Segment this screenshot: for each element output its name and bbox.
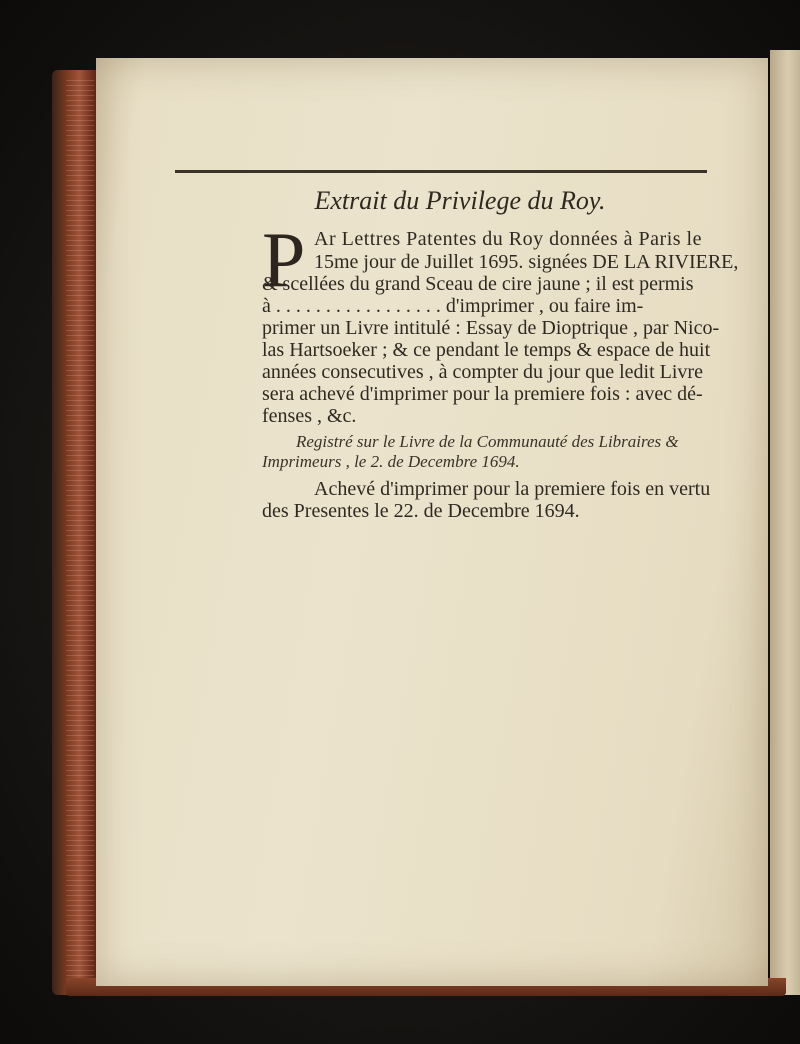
body-line: années consecutives , à compter du jour que ledit Livre xyxy=(262,361,703,383)
facing-page-edge xyxy=(770,50,800,995)
completion-line: des Presentes le 22. de Decembre 1694. xyxy=(262,500,580,522)
body-line: las Hartsoeker ; & ce pendant le temps & espace de huit xyxy=(262,339,711,361)
drop-cap: P xyxy=(262,216,306,303)
body-line: primer un Livre intitulé : Essay de Dioptrique , par Nico- xyxy=(262,317,720,339)
page-edges xyxy=(66,80,94,985)
page-title: Extrait du Privilege du Roy. xyxy=(314,186,606,215)
body-line: sera achevé d'imprimer pour la premiere fois : avec dé- xyxy=(262,383,703,405)
completion-line: Achevé d'imprimer pour la premiere fois en vertu xyxy=(314,478,711,500)
registration-line: Imprimeurs , le 2. de Decembre 1694. xyxy=(262,452,520,471)
body-line: 15me jour de Juillet 1695. signées DE LA RIVIERE, xyxy=(314,251,739,273)
registration-line: Registré sur le Livre de la Communauté des Libraires & xyxy=(296,432,679,451)
body-line: Ar Lettres Patentes du Roy données à Paris le xyxy=(314,228,702,250)
body-line: fenses , &c. xyxy=(262,405,357,427)
body-line: & scellées du grand Sceau de cire jaune ; il est permis xyxy=(262,273,694,295)
body-line: à . . . . . . . . . . . . . . . . . d'imprimer , ou faire im- xyxy=(262,295,644,317)
title-rule xyxy=(175,170,707,173)
